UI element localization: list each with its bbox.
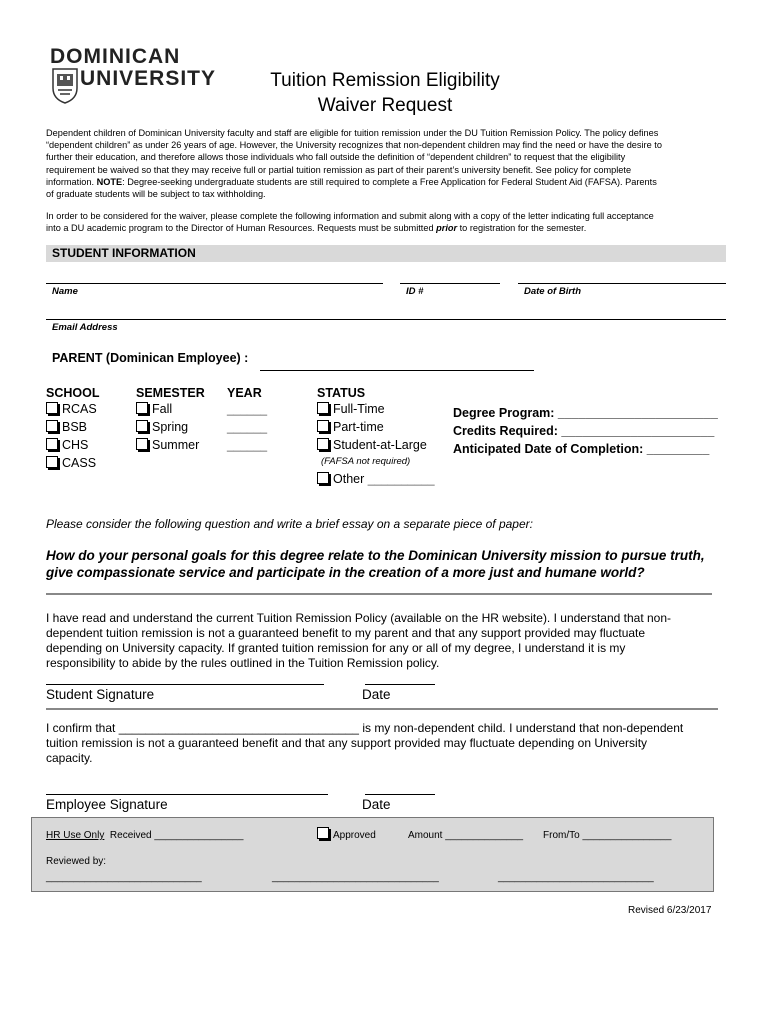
checkbox[interactable] xyxy=(46,420,58,432)
intro-line: of graduate students will be subject to tax withholding. xyxy=(46,189,266,200)
logo-line1: DOMINICAN xyxy=(50,45,181,68)
hr-use-box xyxy=(31,817,714,892)
intro-line: Dependent children of Dominican University faculty and staff are eligible for tuition remission under the DU Tuition Remission Policy. The policy defines xyxy=(46,128,659,138)
option-label: CASS xyxy=(62,456,97,470)
amount-field[interactable]: Amount ______________ xyxy=(408,830,524,841)
semester-header: SEMESTER xyxy=(136,386,205,400)
statement-text: is my non-dependent child. I understand that non-dependent xyxy=(362,721,684,735)
option-label: Student-at-Large xyxy=(333,438,427,452)
semester-column xyxy=(136,386,205,454)
form-title xyxy=(200,68,570,118)
semester-option-fall[interactable] xyxy=(136,400,205,418)
divider xyxy=(46,708,718,710)
id-field[interactable] xyxy=(400,283,500,284)
checkbox[interactable] xyxy=(46,438,58,450)
reviewer-signature-1[interactable]: ____________________________ xyxy=(46,872,202,883)
option-label: Full-Time xyxy=(333,402,385,416)
statement-line: tuition remission is not a guaranteed benefit and that any support provided may fluctuate depending on University xyxy=(46,736,648,750)
option-label: Fall xyxy=(152,402,173,416)
school-header: SCHOOL xyxy=(46,386,100,400)
parent-field[interactable] xyxy=(260,370,534,371)
essay-question-line: give compassionate service and participate in the creation of a more just and humane world? xyxy=(46,565,645,580)
from-to-field[interactable]: From/To ________________ xyxy=(543,830,672,841)
crest-icon xyxy=(52,68,78,104)
other-blank[interactable]: __________ xyxy=(367,472,435,486)
email-label: Email Address xyxy=(52,322,118,333)
option-label: BSB xyxy=(62,420,88,434)
reviewer-signature-2[interactable]: ______________________________ xyxy=(272,872,439,883)
school-option-chs[interactable] xyxy=(46,436,99,454)
statement-line: capacity. xyxy=(46,751,93,765)
year-blank[interactable]: ______ xyxy=(227,438,268,452)
title-line1: Tuition Remission Eligibility xyxy=(270,70,500,91)
approved-label: Approved xyxy=(333,830,376,841)
note-label: NOTE xyxy=(96,176,123,187)
dob-field[interactable] xyxy=(518,283,726,284)
instructions-text: to registration for the semester. xyxy=(457,223,587,234)
essay-prompt: Please consider the following question and write a brief essay on a separate piece of paper: xyxy=(46,517,533,531)
status-header: STATUS xyxy=(317,386,366,400)
reviewed-by-label: Reviewed by: xyxy=(46,856,107,867)
checkbox[interactable] xyxy=(317,472,329,484)
employee-signature-label: Employee Signature xyxy=(46,797,168,812)
option-label: Summer xyxy=(152,438,200,452)
checkbox[interactable] xyxy=(317,827,329,839)
logo-line2: UNIVERSITY xyxy=(80,67,217,90)
status-option-parttime[interactable] xyxy=(317,418,435,436)
option-label: CHS xyxy=(62,438,89,452)
statement-line xyxy=(46,721,726,736)
degree-program-field[interactable]: Degree Program: _______________________ xyxy=(453,406,718,420)
completion-date-field[interactable]: Anticipated Date of Completion: _________ xyxy=(453,442,710,456)
status-option-other[interactable] xyxy=(317,470,435,488)
name-label: Name xyxy=(52,286,78,297)
student-date-field[interactable] xyxy=(365,684,435,685)
instructions-line: In order to be considered for the waiver, please complete the following information and submit along with a copy of the letter indicating full acceptance xyxy=(46,211,654,221)
statement-line: dependent tuition remission is not a guaranteed benefit to my parent and that any support provided may fluctuate xyxy=(46,626,646,640)
school-option-cass[interactable] xyxy=(46,454,99,472)
student-signature-field[interactable] xyxy=(46,684,324,685)
semester-option-summer[interactable] xyxy=(136,436,205,454)
instructions-text: into a DU academic program to the Director of Human Resources. Requests must be submitted xyxy=(46,223,437,234)
checkbox[interactable] xyxy=(136,402,148,414)
prior-emphasis: prior xyxy=(436,223,458,234)
option-label: Part-time xyxy=(333,420,384,434)
name-field[interactable] xyxy=(46,283,383,284)
checkbox[interactable] xyxy=(136,420,148,432)
dob-label: Date of Birth xyxy=(524,286,581,297)
revised-date: Revised 6/23/2017 xyxy=(628,905,712,916)
year-column xyxy=(227,386,267,454)
instructions-paragraph xyxy=(46,210,730,234)
hr-received-row xyxy=(46,830,243,841)
status-option-student-at-large[interactable] xyxy=(317,436,435,454)
checkbox[interactable] xyxy=(317,420,329,432)
school-column xyxy=(46,386,99,472)
degree-info xyxy=(453,404,718,458)
year-blank[interactable]: ______ xyxy=(227,420,268,434)
school-option-rcas[interactable] xyxy=(46,400,99,418)
intro-paragraph xyxy=(46,127,730,200)
checkbox[interactable] xyxy=(46,402,58,414)
option-label: RCAS xyxy=(62,402,97,416)
school-option-bsb[interactable] xyxy=(46,418,99,436)
employee-signature-field[interactable] xyxy=(46,794,328,795)
intro-text: information. xyxy=(46,176,97,187)
child-name-blank[interactable]: ____________________________________ xyxy=(118,721,359,735)
credits-required-field[interactable]: Credits Required: ______________________ xyxy=(453,424,715,438)
student-date-label: Date xyxy=(362,687,391,702)
divider xyxy=(46,593,712,595)
employee-statement xyxy=(46,721,726,766)
email-field[interactable] xyxy=(46,319,726,320)
student-signature-label: Student Signature xyxy=(46,687,155,702)
hr-use-only-label: HR Use Only xyxy=(46,830,105,841)
statement-line: depending on University capacity. If granted tuition remission for any or all of my degree, I understand it is my xyxy=(46,641,626,655)
option-label: Spring xyxy=(152,420,189,434)
statement-text: I confirm that xyxy=(46,721,116,735)
received-field[interactable]: Received ________________ xyxy=(109,830,244,841)
checkbox[interactable] xyxy=(46,456,58,468)
instructions-line xyxy=(46,222,730,234)
semester-option-spring[interactable] xyxy=(136,418,205,436)
option-label: Other xyxy=(333,472,365,486)
employee-date-field[interactable] xyxy=(365,794,435,795)
employee-date-label: Date xyxy=(362,797,391,812)
reviewer-signature-3[interactable]: ____________________________ xyxy=(498,872,654,883)
year-blank[interactable]: ______ xyxy=(227,402,268,416)
intro-text: : Degree-seeking undergraduate students are still required to complete a Free Application for Federal Student Aid (FAFSA). Parents xyxy=(122,176,657,187)
essay-question xyxy=(46,547,736,581)
statement-line: I have read and understand the current Tuition Remission Policy (available on the HR website). I understand that non- xyxy=(46,611,672,625)
checkbox[interactable] xyxy=(136,438,148,450)
checkbox[interactable] xyxy=(317,402,329,414)
essay-question-line: How do your personal goals for this degree relate to the Dominican University mission to pursue truth, xyxy=(46,548,705,563)
fafsa-note: (FAFSA not required) xyxy=(321,456,411,467)
checkbox[interactable] xyxy=(317,438,329,450)
intro-line: requirement be waived so that they may receive full or partial tuition remission as part of their parent’s university benefit. See policy for complete xyxy=(46,164,632,175)
intro-line xyxy=(46,176,730,188)
student-info-header: STUDENT INFORMATION xyxy=(46,245,726,262)
id-label: ID # xyxy=(406,286,424,297)
title-line2: Waiver Request xyxy=(317,95,453,116)
intro-line: further their education, and therefore allows those individuals who fall outside the definition of “dependent children” to request that the eligibility xyxy=(46,152,626,163)
status-column xyxy=(317,386,435,488)
parent-label: PARENT (Dominican Employee) : xyxy=(52,351,249,365)
approved-option[interactable] xyxy=(317,827,376,841)
status-option-fulltime[interactable] xyxy=(317,400,435,418)
statement-line: responsibility to abide by the rules outlined in the Tuition Remission policy. xyxy=(46,656,440,670)
student-statement xyxy=(46,611,726,671)
year-header: YEAR xyxy=(227,386,262,400)
intro-line: “dependent children” as under 26 years of age. However, the University recognizes that non-dependent children may find the need or have the desire to xyxy=(46,140,662,151)
